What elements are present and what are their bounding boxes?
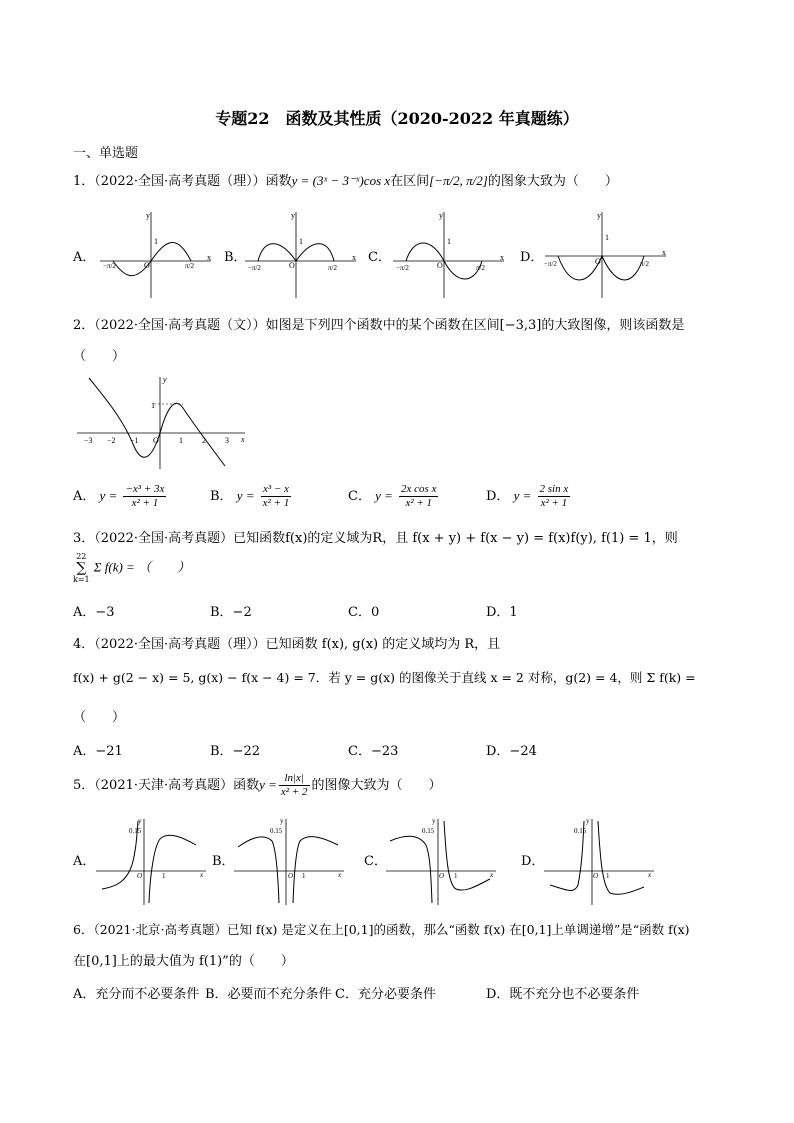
svg-text:O: O [137, 872, 143, 880]
x-axis-label: x [500, 253, 504, 262]
q4-option-d[interactable]: D．−24 [486, 744, 537, 759]
q1-suffix: 的图象大致为（ ） [487, 174, 618, 189]
origin-label: O [153, 436, 159, 445]
svg-text:x: x [490, 871, 494, 879]
svg-text:y: y [280, 817, 284, 825]
q6-option-c[interactable]: C．充分必要条件 [335, 987, 436, 1002]
q1-option-d-label[interactable]: D． [520, 250, 544, 265]
y-axis-label: y [146, 211, 150, 220]
q5-option-a-label[interactable]: A． [73, 854, 96, 869]
q5-option-d-label[interactable]: D． [521, 854, 545, 869]
q1-interval: [−π/2, π/2] [429, 173, 488, 188]
page-title: 专题22 函数及其性质（2020-2022 年真题练） [215, 109, 579, 128]
svg-text:O: O [593, 872, 599, 880]
q1-stem [73, 170, 618, 189]
tick-neg3: −3 [84, 436, 93, 445]
svg-text:O: O [288, 872, 294, 880]
q2-option-d[interactable]: D． y = $\frac{\text{2 sin x}}{\text{x² + 1}}$ [486, 483, 569, 509]
y-tick-1: 1 [447, 237, 451, 246]
x-axis-label: x [662, 248, 666, 257]
svg-text:y: y [432, 817, 436, 825]
q2-option-c[interactable]: C． y = $\frac{\text{2x cos x}}{\text{x² + 1}}$ [348, 483, 437, 509]
y-axis-label: y [163, 375, 167, 384]
tick-neg1: −1 [130, 436, 139, 445]
q5-graph-d[interactable] [540, 815, 658, 907]
tick-neg2: −2 [107, 436, 116, 445]
q4-stem-line1: 4．（2022·全国·高考真题（理））已知函数 f(x), g(x) 的定义域均为 R，且 [73, 637, 501, 652]
svg-text:y: y [138, 817, 142, 825]
q2-stem: 2．（2022·全国·高考真题（文））如图是下列四个函数中的某个函数在区间[−3,3]的大致图像，则该函数是 [73, 318, 685, 333]
q1-graph-c[interactable] [388, 208, 508, 300]
q6-option-a[interactable]: A．充分而不必要条件 [73, 987, 200, 1002]
y-axis-label: y [439, 211, 443, 220]
pi-half: π/2 [640, 260, 649, 268]
q1-option-b-label[interactable]: B． [224, 250, 247, 265]
q3-option-a[interactable]: A．−3 [73, 605, 115, 620]
q2-paren: （ ） [73, 349, 126, 364]
tick-1: 1 [179, 436, 183, 445]
q6-stem-line1: 6．（2021·北京·高考真题）已知 f(x) 是定义在上[0,1]的函数，那么“函数 f(x) 在[0,1]上单调递增”是“函数 f(x) [73, 922, 690, 937]
q2-option-a[interactable]: A． y = $\frac{\text{−x³ + 3x}}{\text{x² + 1}}$ [73, 483, 165, 509]
svg-text:x: x [338, 871, 342, 879]
q5-graph-b[interactable] [230, 815, 348, 907]
tick-3: 3 [225, 436, 229, 445]
y-tick-1: 1 [605, 233, 609, 242]
svg-text:1: 1 [606, 872, 610, 880]
origin-label: O [289, 261, 295, 270]
origin-label: O [144, 261, 150, 270]
x-axis-label: x [207, 253, 211, 262]
q5-option-b-label[interactable]: B． [212, 854, 235, 869]
pi-half: π/2 [328, 264, 337, 272]
q1-option-c-label[interactable]: C． [368, 250, 391, 265]
q1-expr: y = (3ˣ − 3⁻ˣ)cos x [291, 173, 391, 188]
neg-pi-half: −π/2 [103, 262, 116, 270]
origin-label: O [595, 257, 601, 266]
q3-stem: 3．（2022·全国·高考真题）已知函数f(x)的定义域为R，且 f(x + y) + f(x − y) = f(x)f(y), f(1) = 1，则 [73, 531, 678, 546]
q1-interval-pre: 在区间 [390, 174, 430, 189]
q3-sum: 22 ∑ k=1 Σ f(k) = （ ） [73, 552, 191, 584]
section-heading: 一、单选题 [73, 146, 139, 161]
q4-stem-line2: f(x) + g(2 − x) = 5, g(x) − f(x − 4) = 7．若 y = g(x) 的图像关于直线 x = 2 对称，g(2) = 4，则 Σ f(k) = [73, 670, 696, 685]
q1-option-a-label[interactable]: A． [73, 250, 96, 265]
q4-option-a[interactable]: A．−21 [73, 744, 123, 759]
pi-half: π/2 [476, 264, 485, 272]
q6-stem-line2: 在[0,1]上的最大值为 f(1)”的（ ） [73, 954, 294, 969]
q5-graph-c[interactable] [382, 815, 500, 907]
q1-graph-d[interactable] [540, 208, 670, 300]
q3-option-c[interactable]: C．0 [348, 605, 380, 620]
q1-graph-a[interactable] [95, 208, 215, 300]
neg-pi-half: −π/2 [396, 264, 409, 272]
x-axis-label: x [352, 253, 356, 262]
svg-text:0.15: 0.15 [270, 827, 283, 835]
pi-half: π/2 [185, 262, 194, 270]
tick-2: 2 [202, 436, 206, 445]
y-axis-label: y [291, 211, 295, 220]
svg-text:1: 1 [302, 872, 306, 880]
svg-text:x: x [648, 871, 652, 879]
svg-text:y: y [586, 817, 590, 825]
svg-text:0.15: 0.15 [129, 827, 142, 835]
q4-paren: （ ） [73, 710, 126, 725]
neg-pi-half: −π/2 [544, 260, 557, 268]
q1-prefix: 1．（2022·全国·高考真题（理））函数 [73, 174, 292, 189]
svg-text:0.15: 0.15 [574, 827, 587, 835]
q5-graph-a[interactable] [92, 815, 210, 907]
y-tick-1: 1 [299, 237, 303, 246]
q2-option-b[interactable]: B． y = $\frac{\text{x³ − x}}{\text{x² + 1}}$ [210, 483, 290, 509]
y-tick-1: 1 [154, 237, 158, 246]
origin-label: O [437, 261, 443, 270]
q6-option-b[interactable]: B．必要而不充分条件 [205, 987, 332, 1002]
q1-graph-b[interactable] [240, 208, 360, 300]
q5-stem: 5．（2021·天津·高考真题）函数y = $\frac{\ln|x|}{\text{x² + 2}}$ 的图像大致为（ ） [73, 772, 442, 798]
neg-pi-half: −π/2 [248, 264, 261, 272]
svg-text:1: 1 [162, 872, 166, 880]
x-axis-label: x [241, 435, 245, 444]
q4-option-b[interactable]: B．−22 [210, 744, 260, 759]
svg-text:0.15: 0.15 [422, 827, 435, 835]
svg-text:x: x [200, 871, 204, 879]
q2-graph [75, 374, 250, 472]
y-tick-1: 1 [151, 401, 155, 410]
q3-option-b[interactable]: B．−2 [210, 605, 252, 620]
y-axis-label: y [597, 211, 601, 220]
q6-option-d[interactable]: D．既不充分也不必要条件 [486, 987, 640, 1002]
q3-option-d[interactable]: D．1 [486, 605, 518, 620]
q5-option-c-label[interactable]: C． [364, 854, 387, 869]
q4-option-c[interactable]: C．−23 [348, 744, 399, 759]
svg-text:O: O [439, 872, 445, 880]
svg-text:1: 1 [454, 872, 458, 880]
